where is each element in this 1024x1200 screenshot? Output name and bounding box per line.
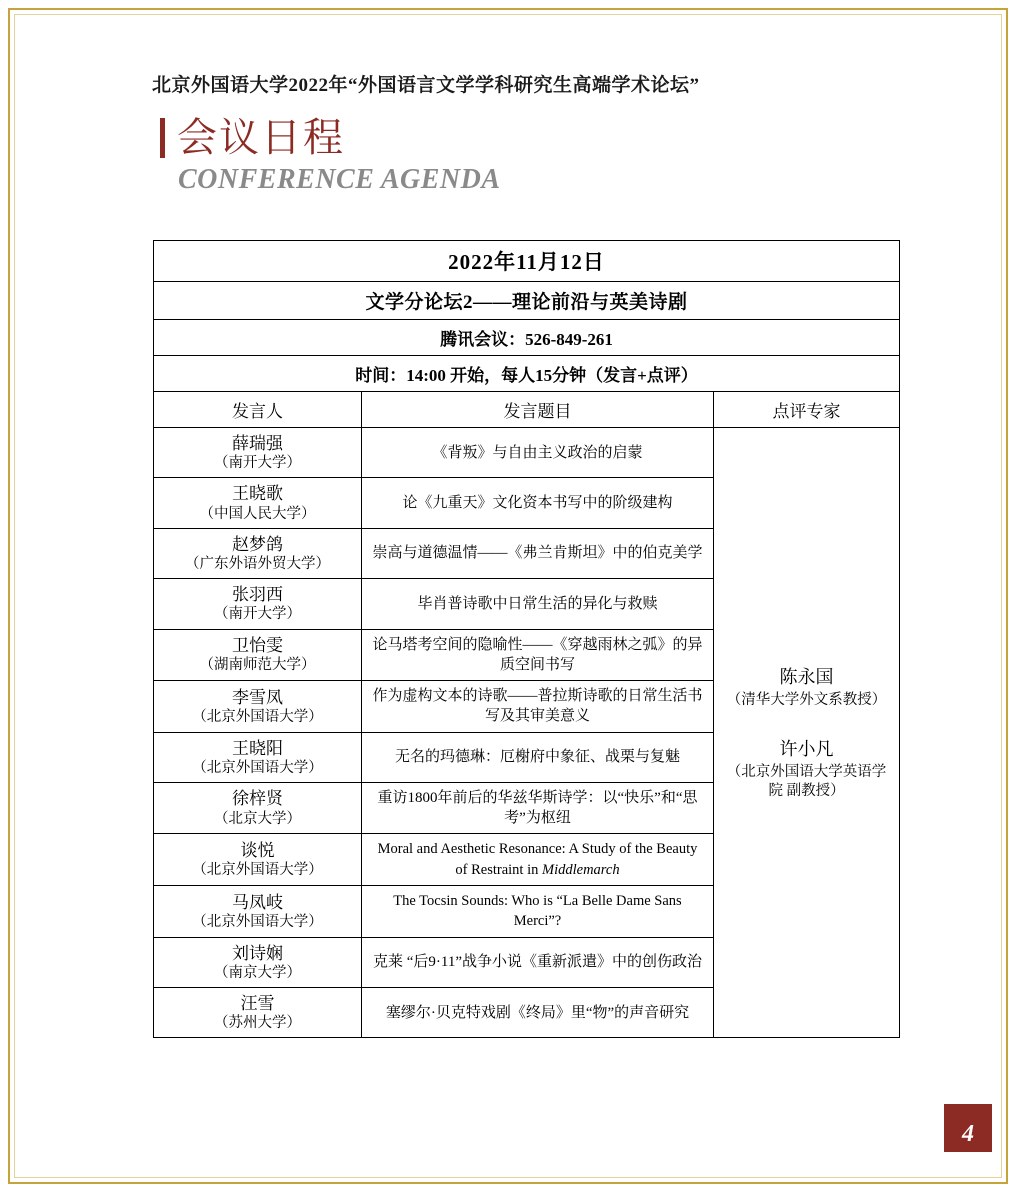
expert-name-1: 陈永国 bbox=[779, 667, 834, 688]
table-row-meeting bbox=[154, 320, 900, 356]
topic-cell: 毕肖普诗歌中日常生活的异化与救赎 bbox=[362, 579, 714, 629]
topic-cell: 《背叛》与自由主义政治的启蒙 bbox=[362, 428, 714, 478]
table-row bbox=[154, 428, 900, 478]
topic-cell: The Tocsin Sounds: Who is “La Belle Dame Sans Merci”? bbox=[362, 885, 714, 937]
speaker-cell bbox=[154, 681, 362, 733]
topic-cell: 克莱 “后9·11”战争小说《重新派遣》中的创伤政治 bbox=[362, 937, 714, 987]
agenda-date: 2022年11月12日 bbox=[154, 241, 900, 282]
speaker-affiliation: （广东外语外贸大学） bbox=[185, 556, 330, 572]
table-row-date bbox=[154, 241, 900, 282]
speaker-name: 王晓歌 bbox=[232, 484, 283, 504]
speaker-cell bbox=[154, 834, 362, 886]
speaker-cell bbox=[154, 885, 362, 937]
speaker-cell bbox=[154, 579, 362, 629]
speaker-name: 王晓阳 bbox=[232, 738, 283, 758]
speaker-affiliation: （北京外国语大学） bbox=[192, 913, 323, 930]
page-title-en: CONFERENCE AGENDA bbox=[178, 164, 501, 195]
speaker-name: 李雪凤 bbox=[232, 687, 283, 707]
page-number-badge: 4 bbox=[944, 1104, 992, 1152]
speaker-affiliation: （北京大学） bbox=[214, 810, 301, 827]
topic-cell: 论《九重天》文化资本书写中的阶级建构 bbox=[362, 478, 714, 528]
topic-cell: 重访1800年前后的华兹华斯诗学：以“快乐”和“思考”为枢纽 bbox=[362, 782, 714, 834]
expert-affiliation-2: （北京外国语大学英语学院 副教授） bbox=[726, 764, 887, 800]
table-row-forum bbox=[154, 282, 900, 320]
speaker-affiliation: （湖南师范大学） bbox=[199, 657, 316, 674]
speaker-cell bbox=[154, 782, 362, 834]
speaker-name: 薛瑞强 bbox=[232, 434, 283, 453]
speaker-affiliation: （南京大学） bbox=[214, 964, 301, 981]
document-kicker: 北京外国语大学2022年“外国语言文学学科研究生高端学术论坛” bbox=[152, 75, 700, 96]
speaker-affiliation: （北京外国语大学） bbox=[192, 708, 323, 725]
expert-affiliation-1: （清华大学外文系教授） bbox=[726, 692, 887, 709]
expert-cell bbox=[714, 428, 900, 1038]
agenda-table bbox=[153, 240, 900, 1038]
topic-italic-title: Middlemarch bbox=[542, 861, 620, 878]
topic-text: Moral and Aesthetic Resonance: A Study of the Beauty of Restraint in bbox=[377, 841, 698, 878]
speaker-affiliation: （北京外国语大学） bbox=[192, 862, 323, 879]
table-row-time bbox=[154, 356, 900, 392]
topic-cell: 无名的玛德琳：厄榭府中象征、战栗与复魅 bbox=[362, 732, 714, 782]
speaker-name: 汪雪 bbox=[240, 993, 275, 1013]
agenda-meeting-id: 腾讯会议：526-849-261 bbox=[154, 320, 900, 356]
speaker-cell bbox=[154, 528, 362, 578]
topic-cell: 论马塔考空间的隐喻性——《穿越雨林之弧》的异质空间书写 bbox=[362, 629, 714, 681]
speaker-name: 赵梦鸽 bbox=[232, 534, 283, 554]
page-title-cn: 会议日程 bbox=[177, 116, 345, 160]
table-header-row bbox=[154, 392, 900, 428]
speaker-affiliation: （南开大学） bbox=[214, 455, 301, 472]
column-header-topic: 发言题目 bbox=[362, 392, 714, 428]
speaker-name: 徐梓贤 bbox=[232, 789, 283, 809]
title-accent-bar bbox=[160, 118, 165, 158]
speaker-cell bbox=[154, 428, 362, 478]
speaker-cell bbox=[154, 629, 362, 681]
column-header-expert: 点评专家 bbox=[714, 392, 900, 428]
speaker-cell bbox=[154, 937, 362, 987]
speaker-cell bbox=[154, 987, 362, 1037]
speaker-affiliation: （苏州大学） bbox=[214, 1015, 301, 1032]
speaker-affiliation: （北京外国语大学） bbox=[192, 759, 323, 776]
topic-cell: 塞缪尔·贝克特戏剧《终局》里“物”的声音研究 bbox=[362, 987, 714, 1037]
speaker-cell bbox=[154, 478, 362, 528]
speaker-affiliation: （南开大学） bbox=[214, 606, 301, 623]
expert-name-2: 许小凡 bbox=[779, 739, 834, 760]
agenda-forum-title: 文学分论坛2——理论前沿与英美诗剧 bbox=[154, 282, 900, 320]
topic-cell: 作为虚构文本的诗歌——普拉斯诗歌的日常生活书写及其审美意义 bbox=[362, 681, 714, 733]
page-title bbox=[160, 118, 501, 196]
topic-cell bbox=[362, 834, 714, 886]
speaker-name: 张羽西 bbox=[232, 585, 283, 605]
topic-cell: 崇高与道德温情——《弗兰肯斯坦》中的伯克美学 bbox=[362, 528, 714, 578]
column-header-speaker: 发言人 bbox=[154, 392, 362, 428]
speaker-name: 马凤岐 bbox=[232, 892, 283, 912]
speaker-name: 卫怡雯 bbox=[232, 636, 283, 656]
expert-spacer bbox=[722, 710, 891, 736]
speaker-affiliation: （中国人民大学） bbox=[199, 505, 316, 522]
agenda-time: 时间：14:00 开始，每人15分钟（发言+点评） bbox=[154, 356, 900, 392]
speaker-name: 刘诗娴 bbox=[232, 943, 283, 963]
speaker-cell bbox=[154, 732, 362, 782]
speaker-name: 谈悦 bbox=[240, 840, 275, 860]
